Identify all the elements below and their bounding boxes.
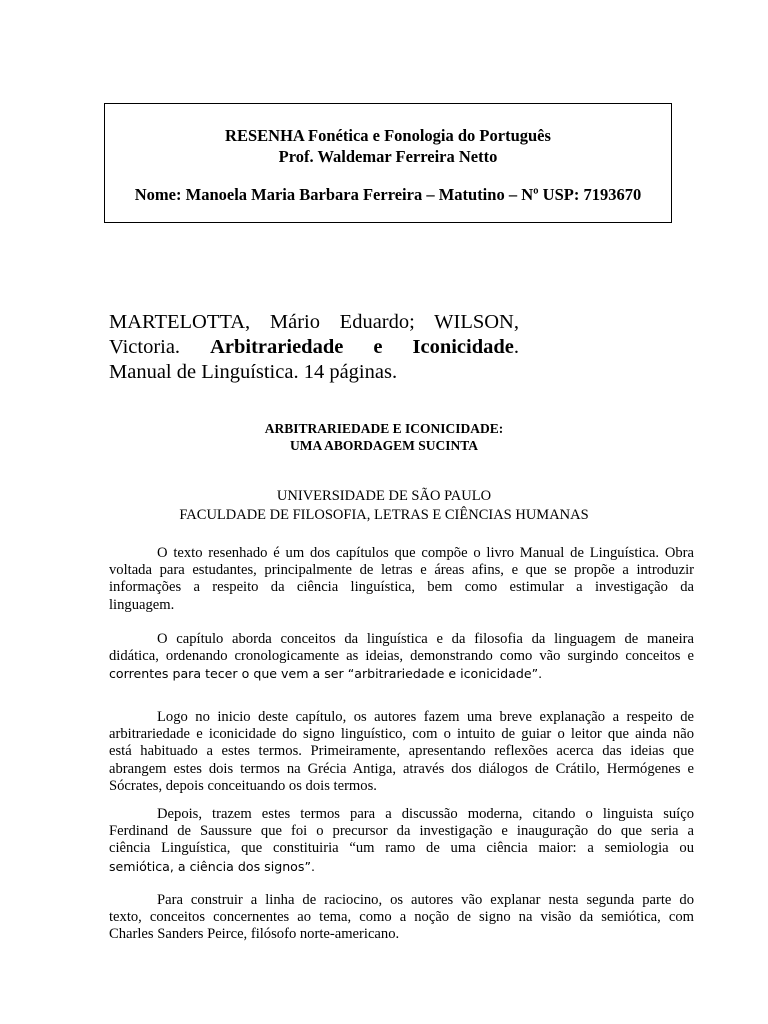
paragraph-line: texto, conceitos concernentes ao tema, como a noção de signo na visão da semiótica, com	[109, 909, 694, 926]
paragraph-line: Logo no inicio deste capítulo, os autores fazem uma breve explanação a respeito de	[157, 709, 694, 725]
header-box	[104, 103, 672, 223]
paragraph-line: linguagem.	[109, 596, 175, 613]
citation-period: .	[513, 336, 519, 358]
paragraph-line: informações a respeito da ciência linguística, bem como estimular a investigação da	[109, 579, 694, 596]
paragraph-line: correntes para tecer o que vem a ser “arbitrariedade e iconicidade”.	[109, 666, 543, 682]
paragraph-line: ciência Linguística, que constituiria “um ramo de uma ciência maior: a semiologia ou	[109, 840, 694, 857]
professor-name: Prof. Waldemar Ferreira Netto	[278, 147, 498, 166]
paragraph-line: O texto resenhado é um dos capítulos que compõe o livro Manual de Linguística. Obra	[157, 545, 694, 561]
subtitle-line-2: UMA ABORDAGEM SUCINTA	[289, 438, 478, 453]
student-info: Nome: Manoela Maria Barbara Ferreira – Matutino – Nº USP: 7193670	[134, 185, 642, 204]
paragraph-line: voltada para estudantes, principalmente de letras e áreas afins, e que se propõe a introduzir	[109, 562, 694, 579]
paragraph-3	[109, 709, 694, 795]
paragraph-line: está habituado a estes termos. Primeiramente, apresentando reflexões acerca das ideias que	[109, 743, 694, 760]
subtitle-line-1: ARBITRARIEDADE E ICONICIDADE:	[264, 421, 504, 436]
paragraph-line: Ferdinand de Saussure que foi o precursor da investigação e inauguração do que seria a	[109, 823, 694, 840]
faculty-name: FACULDADE DE FILOSOFIA, LETRAS E CIÊNCIAS HUMANAS	[179, 507, 589, 523]
citation-line-3: Manual de Linguística. 14 páginas.	[109, 361, 398, 383]
citation-line-1: MARTELOTTA, Mário Eduardo; WILSON,	[109, 311, 519, 333]
citation-author-suffix: Victoria.	[109, 336, 181, 358]
paragraph-2	[109, 631, 694, 683]
paragraph-line: abrangem estes dois termos na Grécia Antiga, através dos diálogos de Crátilo, Hermógenes e	[109, 760, 694, 777]
citation-line-2	[109, 335, 519, 360]
paragraph-line: Sócrates, depois conceituando os dois termos.	[109, 777, 377, 794]
paragraph-line: Charles Sanders Peirce, filósofo norte-americano.	[109, 926, 400, 943]
paragraph-line: semiótica, a ciência dos signos”.	[109, 858, 315, 874]
bibliographic-citation	[109, 310, 519, 385]
paragraph-4	[109, 806, 694, 875]
paragraph-line: O capítulo aborda conceitos da linguística e da filosofia da linguagem de maneira	[157, 631, 694, 647]
paragraph-1	[109, 545, 694, 614]
paragraph-line: Depois, trazem estes termos para a discussão moderna, citando o linguista suíço	[157, 806, 694, 822]
review-title: RESENHA Fonética e Fonologia do Português	[225, 126, 551, 145]
paragraph-line: Para construir a linha de raciocino, os autores vão explanar nesta segunda parte do	[157, 892, 694, 908]
paragraph-line: arbitrariedade e iconicidade do signo linguístico, com o intuito de guiar o leitor que ainda não	[109, 726, 694, 743]
paragraph-5	[109, 892, 694, 944]
paragraph-line: didática, ordenando cronologicamente as ideias, demonstrando como vão surgindo conceitos e	[109, 648, 694, 665]
citation-work-title: Arbitrariedade e Iconicidade	[210, 336, 514, 358]
university-name: UNIVERSIDADE DE SÃO PAULO	[276, 488, 492, 504]
